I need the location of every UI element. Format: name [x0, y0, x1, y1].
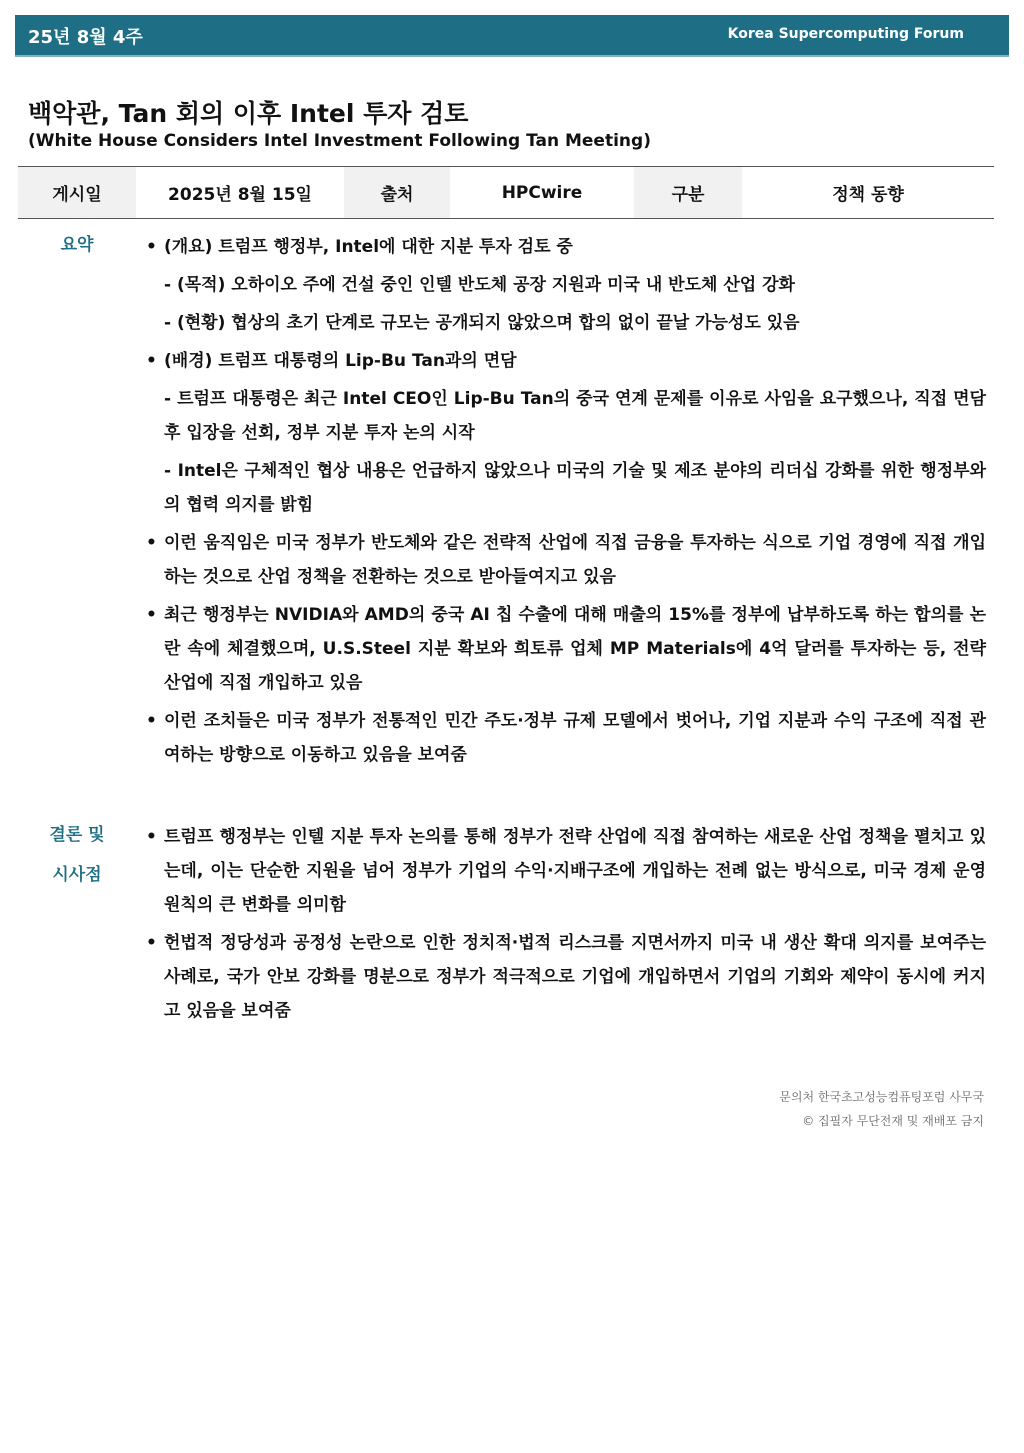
- summary-item: • 이런 조치들은 미국 정부가 전통적인 민간 주도·정부 규제 모델에서 벗어나, 기업 지분과 수익 구조에 직접 관여하는 방향으로 이동하고 있음을 보여줌: [142, 704, 986, 772]
- footer-contact: 문의처 한국초고성능컴퓨팅포럼 사무국: [779, 1090, 984, 1104]
- header-divider: [15, 55, 1009, 57]
- summary-item: • 이런 움직임은 미국 정부가 반도체와 같은 전략적 산업에 직접 금융을 투자하는 식으로 기업 경영에 직접 개입하는 것으로 산업 정책을 전환하는 것으로 받아들여지고 있음: [142, 526, 986, 594]
- summary-item: - (목적) 오하이오 주에 건설 중인 인텔 반도체 공장 지원과 미국 내 반도체 산업 강화: [164, 275, 795, 295]
- page-subtitle: (White House Considers Intel Investment Following Tan Meeting): [28, 131, 651, 151]
- header-bar: [15, 15, 1009, 55]
- summary-item: - 트럼프 대통령은 최근 Intel CEO인 Lip-Bu Tan의 중국 연계 문제를 이유로 사임을 요구했으나, 직접 면담 후 입장을 선회, 정부 지분 투자 논의 시작: [164, 389, 986, 443]
- issue-week: 25년 8월 4주: [28, 27, 143, 48]
- category-label: 구분: [634, 167, 742, 218]
- conclusion-content: [142, 820, 986, 1028]
- category-value: 정책 동향: [832, 185, 904, 205]
- summary-item: • 최근 행정부는 NVIDIA와 AMD의 중국 AI 칩 수출에 대해 매출의 15%를 정부에 납부하도록 하는 합의를 논란 속에 체결했으며, U.S.Steel 지분 확보와 희토류 업체 MP Materials에 4억 달러를 투자하는 등, 전략 산업에 직접 개입하고 있음: [142, 598, 986, 700]
- conclusion-label: [38, 815, 116, 895]
- page-title: 백악관, Tan 회의 이후 Intel 투자 검토: [28, 99, 469, 128]
- summary-item: - (현황) 협상의 초기 단계로 규모는 공개되지 않았으며 합의 없이 끝날 가능성도 있음: [164, 313, 800, 333]
- conclusion-label-line2: 시사점: [52, 865, 102, 885]
- conclusion-item: • 헌법적 정당성과 공정성 논란으로 인한 정치적·법적 리스크를 지면서까지 미국 내 생산 확대 의지를 보여주는 사례로, 국가 안보 강화를 명분으로 정부가 적극적으로 기업에 개입하면서 기업의 기회와 제약이 동시에 커지고 있음을 보여줌: [142, 926, 986, 1028]
- posted-label: 게시일: [18, 167, 136, 218]
- forum-name: Korea Supercomputing Forum: [727, 26, 964, 42]
- source-value: HPCwire: [501, 182, 583, 203]
- footer: [779, 1085, 984, 1133]
- summary-item: • (배경) 트럼프 대통령의 Lip-Bu Tan과의 면담: [142, 344, 986, 378]
- source-label: 출처: [344, 167, 450, 218]
- posted-value: 2025년 8월 15일: [168, 185, 312, 205]
- summary-item: - Intel은 구체적인 협상 내용은 언급하지 않았으나 미국의 기술 및 제조 분야의 리더십 강화를 위한 행정부와의 협력 의지를 밝힘: [164, 461, 986, 515]
- footer-copyright: © 집필자 무단전재 및 재배포 금지: [802, 1114, 984, 1128]
- conclusion-item: • 트럼프 행정부는 인텔 지분 투자 논의를 통해 정부가 전략 산업에 직접 참여하는 새로운 산업 정책을 펼치고 있는데, 이는 단순한 지원을 넘어 정부가 기업의 수익·지배구조에 개입하는 전례 없는 방식으로, 미국 경제 운영 원칙의 큰 변화를 의미함: [142, 820, 986, 922]
- summary-content: [142, 230, 986, 772]
- conclusion-label-line1: 결론 및: [49, 825, 105, 845]
- summary-item: • (개요) 트럼프 행정부, Intel에 대한 지분 투자 검토 중: [142, 230, 986, 264]
- meta-table: [18, 166, 994, 219]
- summary-label: 요약: [60, 235, 94, 255]
